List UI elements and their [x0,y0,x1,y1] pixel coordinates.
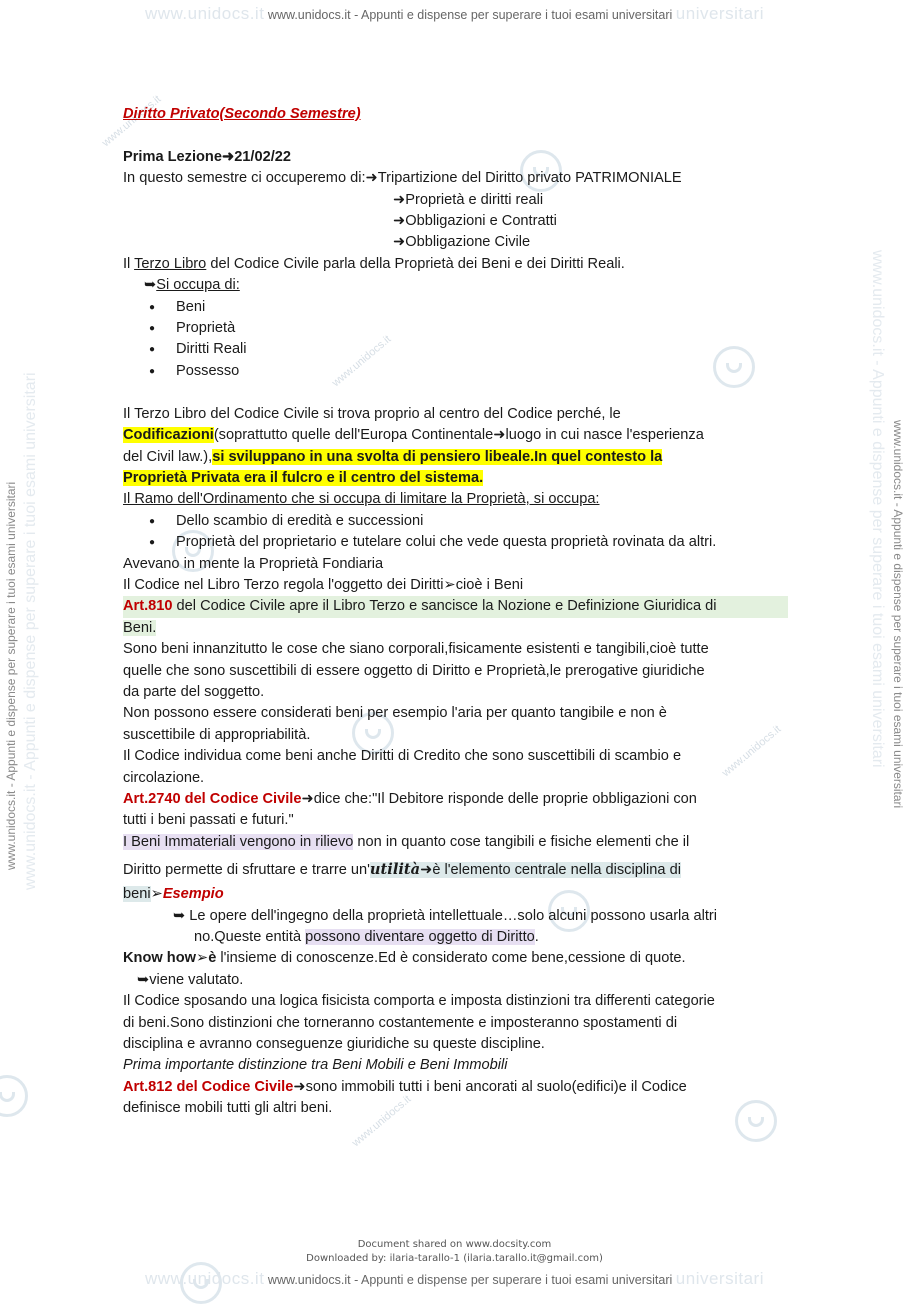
arrow-icon: ➜ [393,213,406,230]
arrow-icon: ➜ [365,170,378,187]
text-fragment: Il Codice nel Libro Terzo regola l'oggetto dei Diritti [123,576,444,593]
text-fragment: del Codice Civile parla della Proprietà dei Beni e dei Diritti Reali. [206,255,625,272]
paragraph-line: Avevano in mente la Proprietà Fondiaria [123,555,384,572]
hand-arrow-icon: ➥ [173,907,190,924]
list-item: ● Beni [123,297,788,318]
art2740-line [123,789,788,810]
text-fragment: sono immobili tutti i beni ancorati al suolo(edifici)e il Codice [305,1078,687,1095]
triangle-arrow-icon: ➢ [443,576,456,593]
topics-intro: In questo semestre ci occuperemo di: [123,170,366,187]
topic-item: Tripartizione del Diritto privato PATRIMONIALE [377,170,682,187]
paragraph-line [123,575,788,596]
codificazioni-highlight: Codificazioni [123,427,214,444]
art812-line [123,1077,788,1098]
watermark-ghost-left: www.unidocs.it [145,4,265,23]
unidocs-logo-icon [0,1075,28,1117]
text-fragment: è l'elemento centrale nella disciplina di [432,862,681,879]
arrow-icon: ➜ [393,234,406,251]
italic-subheading: Prima importante distinzione tra Beni Mobili e Beni Immobili [123,1057,508,1074]
terzo-libro-underlined: Terzo Libro [134,255,207,272]
text-fragment: l'insieme di conoscenze.Ed è considerato come bene,cessione di quote. [216,950,686,967]
text-fragment: luogo in cui nasce l'esperienza [505,427,704,444]
arrow-icon: ➜ [393,191,406,208]
paragraph-line [123,970,788,991]
diagonal-watermark: www.unidocs.it [330,333,394,390]
occupa-list [123,297,788,383]
paragraph-line: suscettibile di appropriabilità. [123,726,311,743]
paragraph-line [123,468,788,489]
list-item: ● Possesso [123,361,788,382]
utilita-script: utilità [369,861,421,879]
text-fragment: del Civil law.), [123,448,213,465]
diagonal-watermark: www.unidocs.it [100,93,164,150]
paragraph-line: definisce mobili tutti gli altri beni. [123,1100,333,1117]
document-page [123,104,788,1120]
ramo-list [123,511,788,554]
arrow-icon: ➜ [293,1078,306,1095]
watermark-banner-text: www.unidocs.it - Appunti e dispense per superare i tuoi esami universitari [267,1273,673,1287]
paragraph-line [123,884,788,905]
paragraph-line [123,447,788,468]
topic-item: Obbligazione Civile [405,234,531,251]
arrow-icon: ➜ [493,427,506,444]
paragraph-line: Il Terzo Libro del Codice Civile si trova proprio al centro del Codice perché, le [123,405,621,422]
lecture-date: 21/02/22 [234,148,291,165]
paragraph-line [123,927,788,948]
knowhow-line [123,948,788,969]
right-ghost-watermark: www.unidocs.it - Appunti e dispense per superare i tuoi esami universitari [869,250,886,768]
list-item: ● Dello scambio di eredità e successioni [123,511,788,532]
occupa-line [123,275,788,296]
text-fragment: no.Queste entità [194,929,306,946]
art810-line [123,618,788,639]
purple-highlight: I Beni Immateriali vengono in rilievo [123,833,354,850]
text-fragment: del Codice Civile apre il Libro Terzo e sancisce la Nozione e Definizione Giuridica di [172,598,717,615]
triangle-arrow-icon: ➢ [150,886,163,903]
text-fragment: Diritto permette di sfruttare e trarre un' [123,862,370,879]
left-ghost-watermark: www.unidocs.it - Appunti e dispense per superare i tuoi esami universitari [22,372,39,890]
paragraph-line: Sono beni innanzitutto le cose che siano corporali,fisicamente esistenti e tangibili,cioè tutte [123,641,709,658]
arrow-icon: ➜ [420,862,433,879]
yellow-highlight: Proprietà Privata era il fulcro e il centro del sistema. [123,469,484,486]
paragraph-line: disciplina e avranno conseguenze giuridiche su queste discipline. [123,1036,545,1053]
watermark-ghost-right: universitari [675,1269,764,1288]
terzo-libro-line [123,254,788,275]
paragraph-line: quelle che sono suscettibili di essere oggetto di Diritto e Proprietà,le prerogative giuridiche [123,662,705,679]
paragraph-line: Il Codice individua come beni anche Diritti di Credito che sono suscettibili di scambio e [123,748,682,765]
triangle-arrow-icon: ➢ [195,950,209,967]
hand-arrow-icon: ➥ [137,971,150,988]
article-reference: Art.812 del Codice Civile [123,1078,294,1095]
occupa-heading: Si occupa di: [156,277,240,294]
ramo-heading: Il Ramo dell'Ordinamento che si occupa di limitare la Proprietà, si occupa: [123,491,600,508]
diagonal-watermark: www.unidocs.it [350,1093,414,1150]
lecture-heading [123,147,788,168]
paragraph-line: di beni.Sono distinzioni che torneranno costantemente e imposteranno spostamenti di [123,1014,678,1031]
text-fragment: Il [123,255,135,272]
footer-shared: Document shared on www.docsity.com [357,1239,552,1250]
top-watermark-banner [0,4,909,24]
list-item: ● Diritti Reali [123,339,788,360]
topic-line [123,190,788,211]
esempio-label: Esempio [162,886,224,903]
watermark-ghost-right: universitari [675,4,764,23]
arrow-icon: ➜ [221,148,235,165]
paragraph-line [123,906,788,927]
topics-intro-line [123,168,788,189]
footer-downloaded: Downloaded by: ilaria-tarallo-1 (ilaria.tarallo.it@gmail.com) [306,1253,603,1264]
lecture-label: Prima Lezione [123,148,222,165]
topic-line [123,211,788,232]
bottom-watermark-banner [0,1269,909,1289]
watermark-ghost-left: www.unidocs.it [145,1269,265,1288]
article-reference: Art.810 [123,598,173,615]
text-fragment: non in quanto cose tangibili e fisiche elementi che il [353,833,690,850]
teal-highlight: beni [123,886,151,903]
paragraph-line: Non possono essere considerati beni per esempio l'aria per quanto tangibile e non è [123,705,667,722]
paragraph-line: da parte del soggetto. [123,683,265,700]
knowhow-label: Know how [123,950,196,967]
paragraph-line [123,858,788,882]
art810-line [123,596,788,617]
article-reference: Art.2740 del Codice Civile [123,791,302,807]
knowhow-e: è [208,950,217,967]
diagonal-watermark: www.unidocs.it [720,723,784,780]
teal-highlight [370,862,681,878]
right-side-watermark: www.unidocs.it - Appunti e dispense per superare i tuoi esami universitari [891,420,905,809]
paragraph-line: Il Codice sposando una logica fisicista comporta e imposta distinzioni tra differenti categorie [123,993,715,1010]
document-title: Diritto Privato(Secondo Semestre) [123,106,361,122]
list-item: ● Proprietà del proprietario e tutelare colui che vede questa proprietà rovinata da altri. [123,532,788,553]
paragraph-line [123,832,788,853]
text-fragment: Le opere dell'ingegno della proprietà intellettuale…solo alcuni possono usarla altri [189,907,717,924]
green-highlight: Beni. [123,619,157,636]
text-fragment: (soprattutto quelle dell'Europa Continentale [213,427,494,444]
paragraph-line: tutti i beni passati e futuri." [123,812,294,829]
text-fragment: . [534,929,539,946]
paragraph-line [123,425,788,446]
list-item: ● Proprietà [123,318,788,339]
text-fragment: dice che:"Il Debitore risponde delle proprie obbligazioni con [313,791,697,807]
topic-item: Obbligazioni e Contratti [405,213,557,230]
topic-item: Proprietà e diritti reali [405,191,544,208]
text-fragment: viene valutato. [149,971,244,988]
watermark-banner-text: www.unidocs.it - Appunti e dispense per superare i tuoi esami universitari [267,8,673,22]
yellow-highlight: si sviluppano in una svolta di pensiero libeale.In quel contesto la [212,448,663,465]
arrow-icon: ➜ [301,791,314,807]
paragraph-line: circolazione. [123,769,205,786]
left-side-watermark: www.unidocs.it - Appunti e dispense per superare i tuoi esami universitari [4,481,18,870]
purple-highlight: possono diventare oggetto di Diritto [305,929,535,946]
hand-arrow-icon: ➥ [144,277,157,294]
topic-line [123,232,788,253]
text-fragment: cioè i Beni [455,576,524,593]
